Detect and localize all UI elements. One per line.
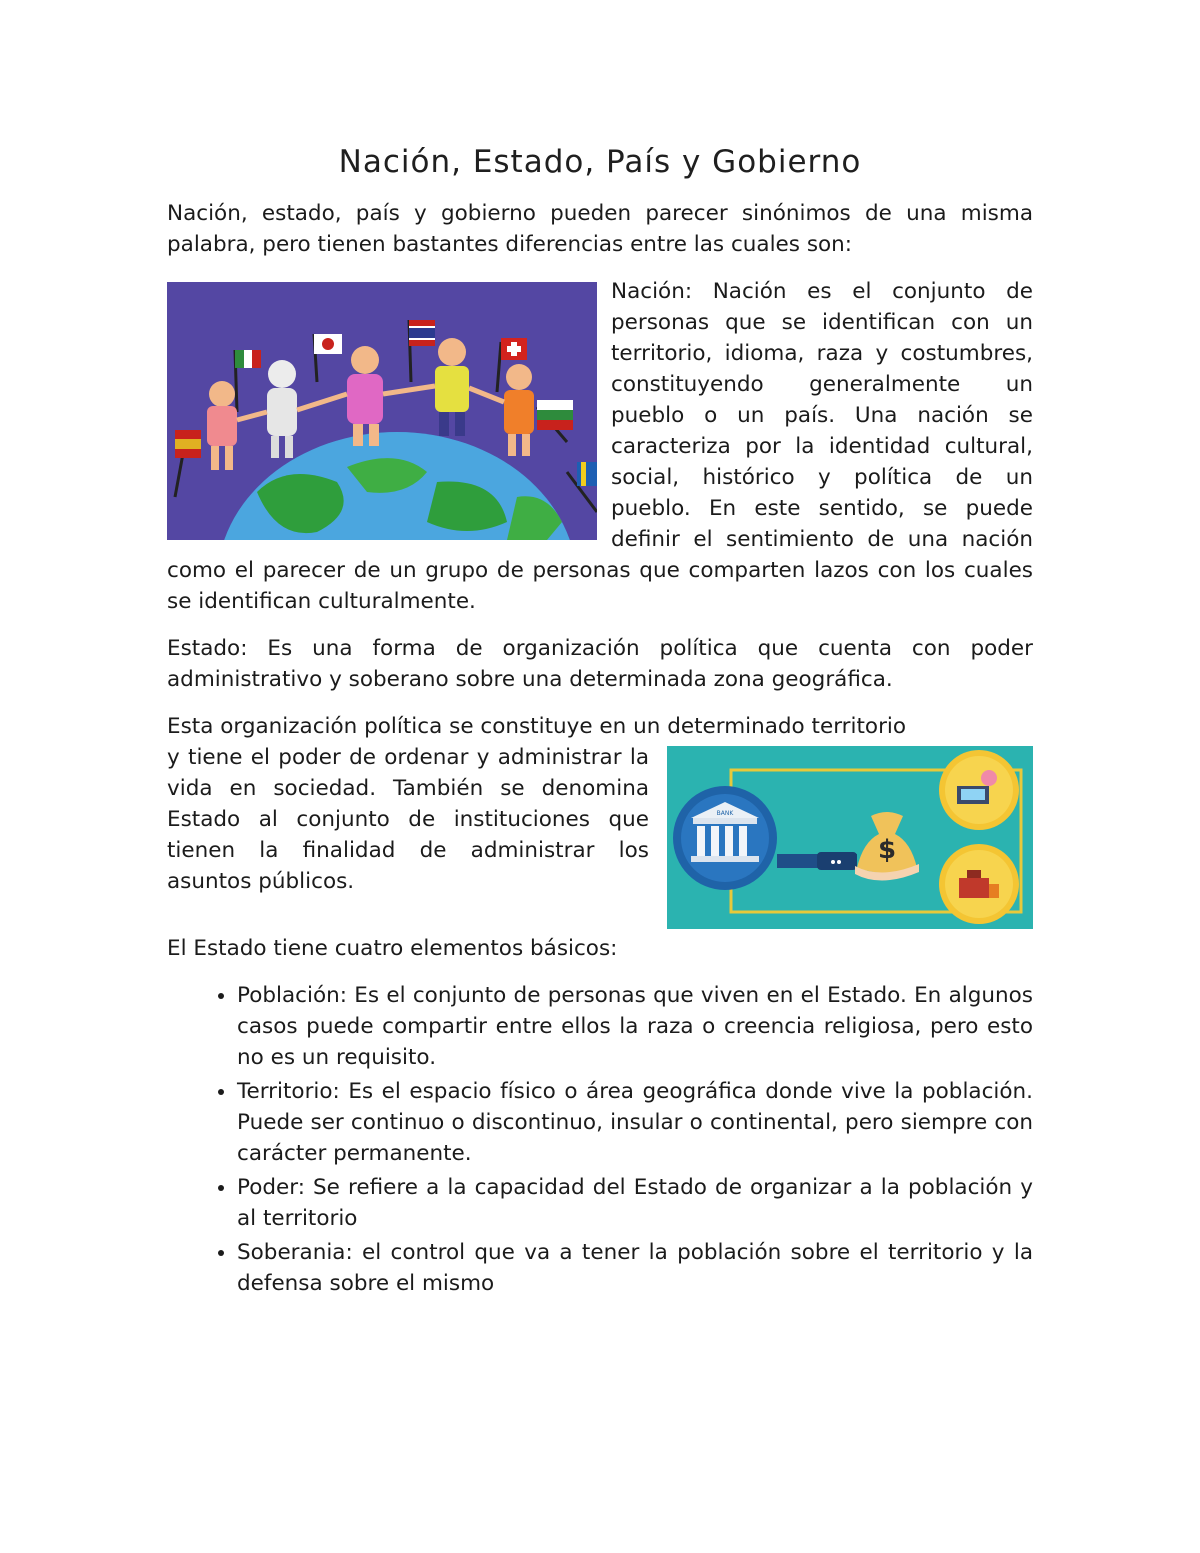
page-title: Nación, Estado, País y Gobierno (338, 144, 862, 180)
document-content (167, 140, 1033, 1302)
intro-paragraph: Nación, estado, país y gobierno pueden parecer sinónimos de una misma palabra, pero tienen bastantes diferencias entre las cuales son: (167, 201, 1033, 257)
estado-detail-line1: Esta organización política se constituye en un determinado territorio (167, 714, 907, 739)
svg-text:$: $ (877, 835, 897, 865)
bank-sign-text: BANK (716, 810, 734, 817)
element-poder: • Poder: Se refiere a la capacidad del Estado de organizar a la población y al territorio (237, 1172, 1033, 1234)
estado-detail-paragraph: y tiene el poder de ordenar y administrar la vida en sociedad. También se denomina Estado al conjunto de instituciones que tienen la finalidad de administrar los asuntos públicos. (167, 745, 649, 894)
element-soberania: • Soberania: el control que va a tener la población sobre el territorio y la defensa sobre el mismo (237, 1237, 1033, 1299)
element-poblacion: • Población: Es el conjunto de personas que viven en el Estado. En algunos casos puede compartir entre ellos la raza o creencia religiosa, pero esto no es un requisito. (237, 980, 1033, 1073)
element-territorio: • Territorio: Es el espacio físico o área geográfica donde vive la población. Puede ser continuo o discontinuo, insular o continental, pero siempre con carácter permanente. (237, 1076, 1033, 1169)
elements-list (167, 980, 1033, 1299)
state-finance-illustration (667, 746, 1033, 929)
children-globe-illustration (167, 282, 597, 540)
estado-paragraph: Estado: Es una forma de organización política que cuenta con poder administrativo y soberano sobre una determinada zona geográfica. (167, 636, 1033, 692)
nacion-paragraph: Nación: Nación es el conjunto de personas que se identifican con un territorio, idioma, raza y costumbres, constituyendo generalmente un pueblo o un país. Una nación se caracteriza por la identidad cultural, social, histórico y política de un pueblo. En este sentido, se puede definir el sentimiento de una nación como el parecer de un grupo de personas que comparten lazos con los cuales se identifican culturalmente. (167, 279, 1033, 614)
elements-intro: El Estado tiene cuatro elementos básicos: (167, 936, 618, 961)
